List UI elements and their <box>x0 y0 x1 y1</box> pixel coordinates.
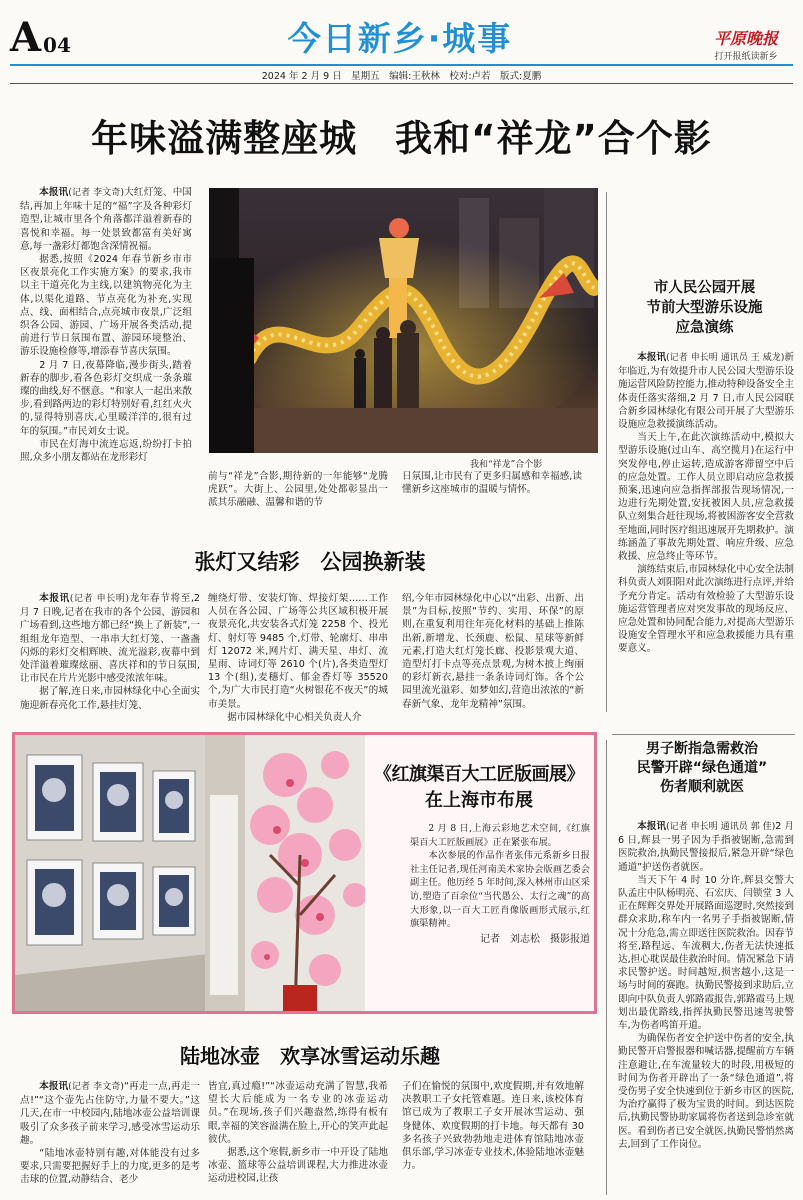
brand-logo <box>700 26 792 62</box>
lead-paragraph-2: 据悉,按照《2024 年春节新乡市市区夜景亮化工作实施方案》的要求,我市以主干道亮化为主线,以建筑物亮化为主体,以渠化道路、节点亮化为补充,实现点、线、面相结合,点亮城市夜景,广泛组织各公园、游园、广场开展各类活动,提前进行节日氛围布置、游园环境整治、游乐设施检修等,增添春节喜庆氛围。 <box>20 254 192 358</box>
lead-story-col2 <box>208 470 388 510</box>
curling-headline: 陆地冰壶 欢享冰雪运动乐趣 <box>180 1044 440 1068</box>
exhibit-credit: 记者 刘志松 摄影报道 <box>480 933 590 945</box>
drill-story <box>618 351 794 656</box>
lead-paragraph-1: 大红灯笼、中国结,再加上年味十足的“福”字及各种彩灯造型,让城市里各个角落都洋溢着新春的喜悦和幸福。每一处景致都富有美好寓意,每一盏彩灯都饱含深情祝福。 <box>20 187 193 252</box>
drill-paragraph-2: 当天上午,在此次演练活动中,模拟大型游乐设施(过山车、高空揽月)在运行中突发停电,停止运转,造成游客滞留空中后的应急处置。工作人员立即启动应急救援预案,迅速向应急指挥部报告现场情况,一边进行先期处置,安抚被困人员,应急救援队立刻集合赶往现场,将被困游客安全营救至地面,同时医疗组迅速展开先期救护。演练涵盖了事故先期处置、响应升级、应急救援、应急终止等环节。 <box>618 432 794 563</box>
lantern-headline: 张灯又结彩 公园换新装 <box>194 550 426 574</box>
brand-name: 平原晚报 <box>713 29 778 48</box>
lantern-col3 <box>402 592 584 711</box>
curling-paragraph-3: 皆宜,真过瘾!”“冰壶运动充满了智慧,我希望长大后能成为一名专业的冰壶运动员。”在现场,孩子们兴趣盎然,练得有板有眼,幸福的笑容溢满在脸上,开心的笑声此起彼伏。 <box>208 1081 388 1145</box>
column-rule <box>606 192 607 712</box>
lantern-paragraph-1: 龙年春节将至,2 月 7 日晚,记者在我市的各个公园、游园和广场看到,这些地方都已经“换上了新装”,一组组龙年造型、一串串大红灯笼、一盏盏闪烁的彩灯交相辉映、流光溢彩,夜幕中到处洋溢着璀璨炫丽、喜庆祥和的节日氛围,让市民在片片光影中感受浓浓年味。 <box>20 593 201 685</box>
page-number <box>10 14 71 61</box>
lantern-paragraph-5: 绍,今年市园林绿化中心以“出彩、出新、出景”为目标,按照“节约、实用、环保”的原则,在重复利用往年亮化材料的基础上推陈出新,新增龙、长颈鹿、松鼠、星球等新鲜元素,打造大红灯笼长廊、投影景观大道、造型灯打卡点等亮点景观,为树木披上绚丽的彩灯新衣,悬挂一条条诗词灯饰。各个公园里流光溢彩、如梦如幻,营造出浓浓的“新春新气象、龙年龙精神”氛围。 <box>402 593 584 710</box>
dateline-tag: 本报讯 <box>39 187 69 198</box>
drill-dateline-tag: 本报讯 <box>637 352 667 363</box>
section-title: 今日新乡·城事 <box>287 19 513 58</box>
dateline-rule <box>10 83 793 84</box>
lantern-col2 <box>208 592 388 724</box>
exhibit-headline-2: 在上海市布展 <box>425 790 533 811</box>
brand-slogan: 打开报纸读新乡 <box>714 52 778 62</box>
curling-paragraph-4: 据悉,这个寒假,新乡市一中开设了陆地冰壶、篮球等公益培训课程,大力推进冰壶运动进校园,让孩 <box>208 1147 388 1185</box>
drill-paragraph-1: 新年临近,为有效提升市人民公园大型游乐设施运营风险防控能力,推动特种设备安全主体责任落实落细,2 月 7 日,市人民公园联合新乡园林绿化有限公司开展了大型游乐设施应急救援演练活动。 <box>618 352 795 431</box>
lead-paragraph-6: 日氛围,让市民有了更多归属感和幸福感,读懂新乡这座城市的温暖与情怀。 <box>402 471 582 496</box>
curling-col1 <box>20 1080 200 1187</box>
exhibit-text <box>410 822 590 946</box>
rescue-story <box>618 820 794 1151</box>
lead-paragraph-4: 市民在灯海中流连忘返,纷纷打卡拍照,众多小朋友都站在龙形彩灯 <box>20 438 192 464</box>
lead-paragraph-3: 2 月 7 日,夜幕降临,漫步街头,踏着新春的脚步,看各色彩灯交织成一条条璀璨的曲线,好不惬意。“和家人一起出来散步,看到路两边的彩灯特别好看,红红火火的,显得特别喜庆,心里暖洋洋的,很有过年的氛围。”市民刘女士说。 <box>20 359 192 437</box>
rescue-top-rule <box>612 734 795 735</box>
rescue-dateline-tag: 本报讯 <box>637 821 667 832</box>
rescue-paragraph-2: 当天下午 4 时 10 分许,辉县交警大队孟庄中队杨明亮、石宏庆、闫锁堂 3 人正在辉辉交界处开展路面巡逻时,突然接到群众求助,称车内一名男子手指被锯断,情况十分危急,需立即送往医院救治。因春节将至,路程远、车流稠大,伤者无法快速抵达,担心耽误最佳救治时间。情况紧急下请求民警护送。时间越短,损害越小,这是一场与时间的赛跑。执勤民警接到求助后,立即向中队负责人郭路霞报告,郭路霞马上规划出最优路线,指挥执勤民警迅速驾驶警车,为伤者鸣笛开道。 <box>618 874 794 1032</box>
column-rule-lower <box>606 740 607 1195</box>
lantern-paragraph-4: 据市园林绿化中心相关负责人介 <box>227 711 362 723</box>
lead-story-col1 <box>20 186 192 464</box>
lantern-byline: (记者 申长明) <box>69 594 129 604</box>
drill-headline: 市人民公园开展 节前大型游乐设施 应急演练 <box>646 280 763 336</box>
curling-dateline-tag: 本报讯 <box>39 1081 69 1092</box>
byline: (记者 李文奇) <box>68 188 125 198</box>
drill-paragraph-3: 演练结束后,市园林绿化中心安全法制科负责人刘阳阳对此次演练进行点评,并给予充分肯定。活动有效检验了大型游乐设施运营管理者应对突发事故的现场反应、应急处置和协同配合能力,对提高大型游乐设施安全管理水平和应急救援能力具有重要意义。 <box>618 564 794 655</box>
exhibit-headline-1: 《红旗渠百大工匠版画展》 <box>374 764 584 785</box>
lead-paragraph-5: 前与“祥龙”合影,期待新的一年能够“龙腾虎跃”。大街上、公园里,处处都彰显出一派其乐融融、温馨和谐的节 <box>208 471 388 509</box>
masthead-rule <box>10 64 793 66</box>
photo-caption: 我和“祥龙”合个影 <box>470 460 543 470</box>
rescue-byline: (记者 申长明 通讯员 郭 佳) <box>666 822 776 832</box>
curling-paragraph-5: 子们在愉悦的氛围中,欢度假期,并有效地解决教职工子女托管难题。连日来,该校体育馆已成为了教职工子女开展冰雪运动、强身健体、欢度假期的打卡地。每天都有 30 多名孩子兴致勃勃地走进体育馆陆地冰壶俱乐部,学习冰壶专业技术,体验陆地冰壶魅力。 <box>402 1081 584 1172</box>
exhibit-paragraph-1: 2 月 8 日,上海云彩地艺术空间,《红旗渠百大工匠版画展》正在紧张布展。 <box>410 823 590 848</box>
exhibit-paragraph-2: 本次参展的作品作者张伟元系新乡日报社主任记者,现任河南美术家协会版画艺委会副主任。他历经 5 年时间,深入林州市山区采访,塑造了百余位“当代愚公、太行之魂”的高大形象,以一百大工匠肖像版画形式展示,红旗渠精神。 <box>410 850 590 930</box>
main-headline: 年味溢满整座城 我和“祥龙”合个影 <box>91 117 712 160</box>
lantern-paragraph-3: 缠绕灯带、安装灯饰、焊接灯架……工作人员在各公园、广场等公共区域积极开展夜景亮化,共安装各式灯笼 2258 个、投光灯、射灯等 9485 个,灯带、轮廓灯、串串灯 12072 米,网片灯、满天星、串灯、流星雨、诗词灯等 2610 个(片),各类造型灯 13 个(组),麦穗灯、郁金香灯等 35520 个,为广大市民打造“火树银花不夜天”的城市美景。 <box>208 593 388 710</box>
rescue-paragraph-1: 2 月 6 日,辉县一男子因为手指被锯断,急需到医院救治,执勤民警接报后,紧急开辟“绿色通道”护送伤者就医。 <box>618 821 795 873</box>
curling-paragraph-2: “陆地冰壶特别有趣,对体能没有过多要求,只需要把握好手上的力度,更多的是考击球的位置,动静结合、老少 <box>20 1148 200 1186</box>
rescue-paragraph-3: 为确保伤者安全护送中伤者的安全,执勤民警开启警报器和喊话器,提醒前方车辆注意避让,在车流量较大的时段,用极短的时间为伤者开辟出了一条“绿色通道”,将受伤男子安全快速到位于新乡市区的医院,为治疗赢得了极为宝贵的时间。到达医院后,执勤民警协助家属将伤者送到急诊室就医。看到伤者已安全就医,执勤民警悄然离去,回到了工作岗位。 <box>618 1033 794 1150</box>
rescue-headline: 男子断指急需救治 民警开辟“绿色通道” 伤者顺利就医 <box>636 741 768 795</box>
page-letter: A <box>10 14 42 61</box>
lantern-col1 <box>20 592 200 712</box>
curling-paragraph-1: “再走一点,再走一点!”“这个壶先占住防守,力量不要大。”这几天,在市一中校园内,陆地冰壶公益培训课吸引了众多孩子前来学习,感受冰雪运动乐趣。 <box>20 1081 200 1146</box>
page-num: 04 <box>43 33 71 57</box>
curling-col3 <box>402 1080 584 1172</box>
curling-byline: (记者 李文奇) <box>68 1082 124 1092</box>
lantern-paragraph-2: 据了解,连日来,市园林绿化中心全面实施迎新春亮化工作,悬挂灯笼、 <box>20 686 200 711</box>
curling-col2 <box>208 1080 388 1186</box>
lantern-dateline-tag: 本报讯 <box>39 593 70 604</box>
dragon-lantern-photo <box>209 188 598 453</box>
dateline: 2024 年 2 月 9 日 星期五 编辑:王秋林 校对:卢若 版式:夏鹏 <box>261 71 542 82</box>
lead-story-col3 <box>402 470 582 496</box>
drill-byline: (记者 申长明 通讯员 王 威龙) <box>666 353 785 363</box>
